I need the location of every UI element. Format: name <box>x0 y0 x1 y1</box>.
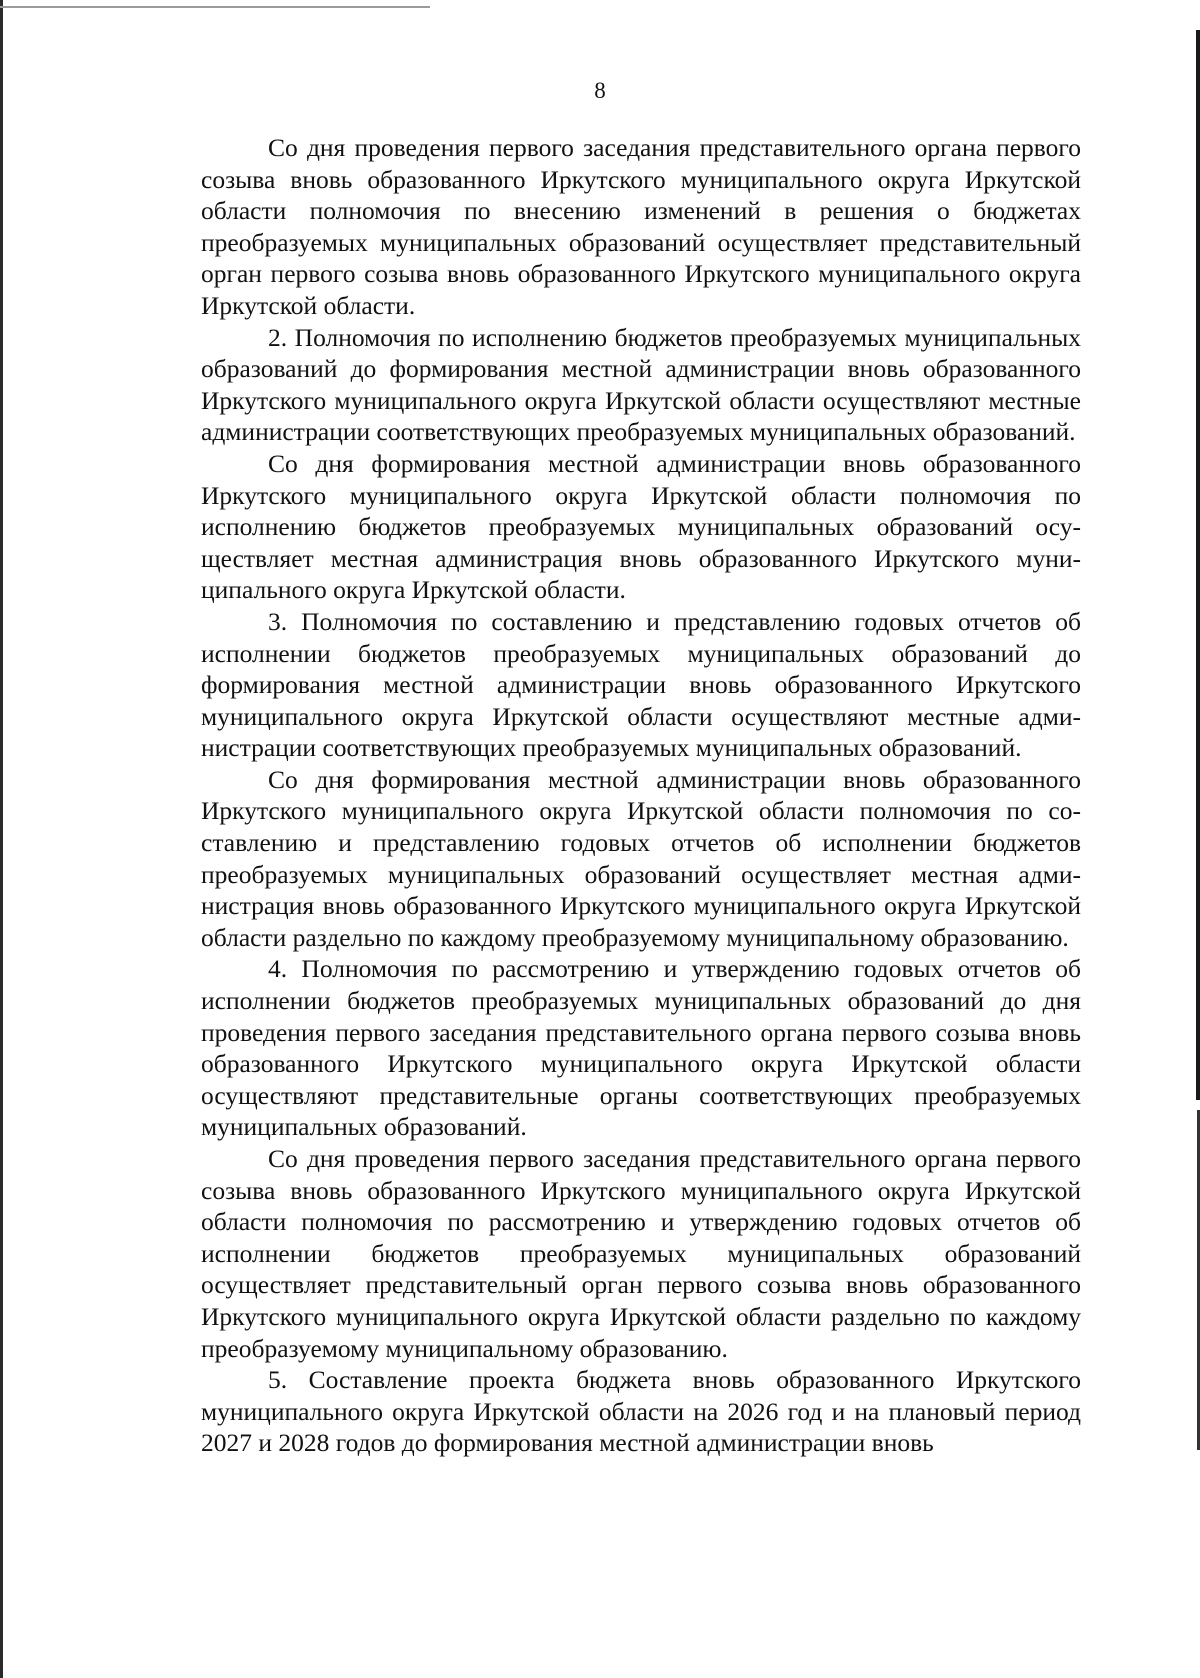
paragraph: Со дня проведения первого заседания представительного органа первого созыва вновь образованного Иркутского муниципального округа Иркутской области полномочия по рассмотрению и утверждению годовых отчетов об исполнении бюджетов преобразуемых муниципальных образований осуществляет представительный орган первого созыва вновь образованного Иркутского муниципального округа Иркутской области раздельно по каждому преобразуемому муниципальному образованию. <box>201 1144 1081 1363</box>
paragraph: 5. Составление проекта бюджета вновь образованного Иркутского муниципального округа Иркутской области на 2026 год и на плановый период 2027 и 2028 годов до формирования местной администрации вновь <box>201 1365 1081 1458</box>
scan-edge-left <box>0 0 3 1678</box>
document-body <box>201 132 1081 1459</box>
scan-edge-right <box>1196 30 1200 1100</box>
paragraph: 4. Полномочия по рассмотрению и утверждению годовых отчетов об исполнении бюджетов преобразуемых муниципальных образований до дня проведения первого заседания представительного органа первого созыва вновь образованного Иркутского муниципального округа Иркутской области осуществляют представительные органы соответствующих преобразуемых муниципальных образований. <box>201 954 1081 1142</box>
paragraph: Со дня формирования местной администрации вновь образованного Иркутского муниципального округа Иркутской области полномочия по составлению и представлению годовых отчетов об исполнении бюджетов преобразуемых муниципальных образований осуществляет местная администрация вновь образованного Иркутского муниципального округа Иркутской области раздельно по каждому преобразуемому муниципальному образованию. <box>201 764 1081 952</box>
page-number: 8 <box>594 78 606 103</box>
paragraph: 2. Полномочия по исполнению бюджетов преобразуемых муниципальных образований до формирования местной администрации вновь образованного Иркутского муниципального округа Иркутской области осуществляют местные администрации соответствующих преобразуемых муниципальных образований. <box>201 322 1081 447</box>
paragraph: 3. Полномочия по составлению и представлению годовых отчетов об исполнении бюджетов преобразуемых муниципальных образований до формирования местной администрации вновь образованного Иркутского муниципального округа Иркутской области осуществляют местные администрации соответствующих преобразуемых муниципальных образований. <box>201 606 1081 763</box>
paragraph: Со дня формирования местной администрации вновь образованного Иркутского муниципального округа Иркутской области полномочия по исполнению бюджетов преобразуемых муниципальных образований осуществляет местная администрация вновь образованного Иркутского муниципального округа Иркутской области. <box>201 448 1081 605</box>
paragraph: Со дня проведения первого заседания представительного органа первого созыва вновь образованного Иркутского муниципального округа Иркутской области полномочия по внесению изменений в решения о бюджетах преобразуемых муниципальных образований осуществляет представительный орган первого созыва вновь образованного Иркутского муниципального округа Иркутской области. <box>201 133 1081 320</box>
scan-edge-top <box>0 6 430 8</box>
